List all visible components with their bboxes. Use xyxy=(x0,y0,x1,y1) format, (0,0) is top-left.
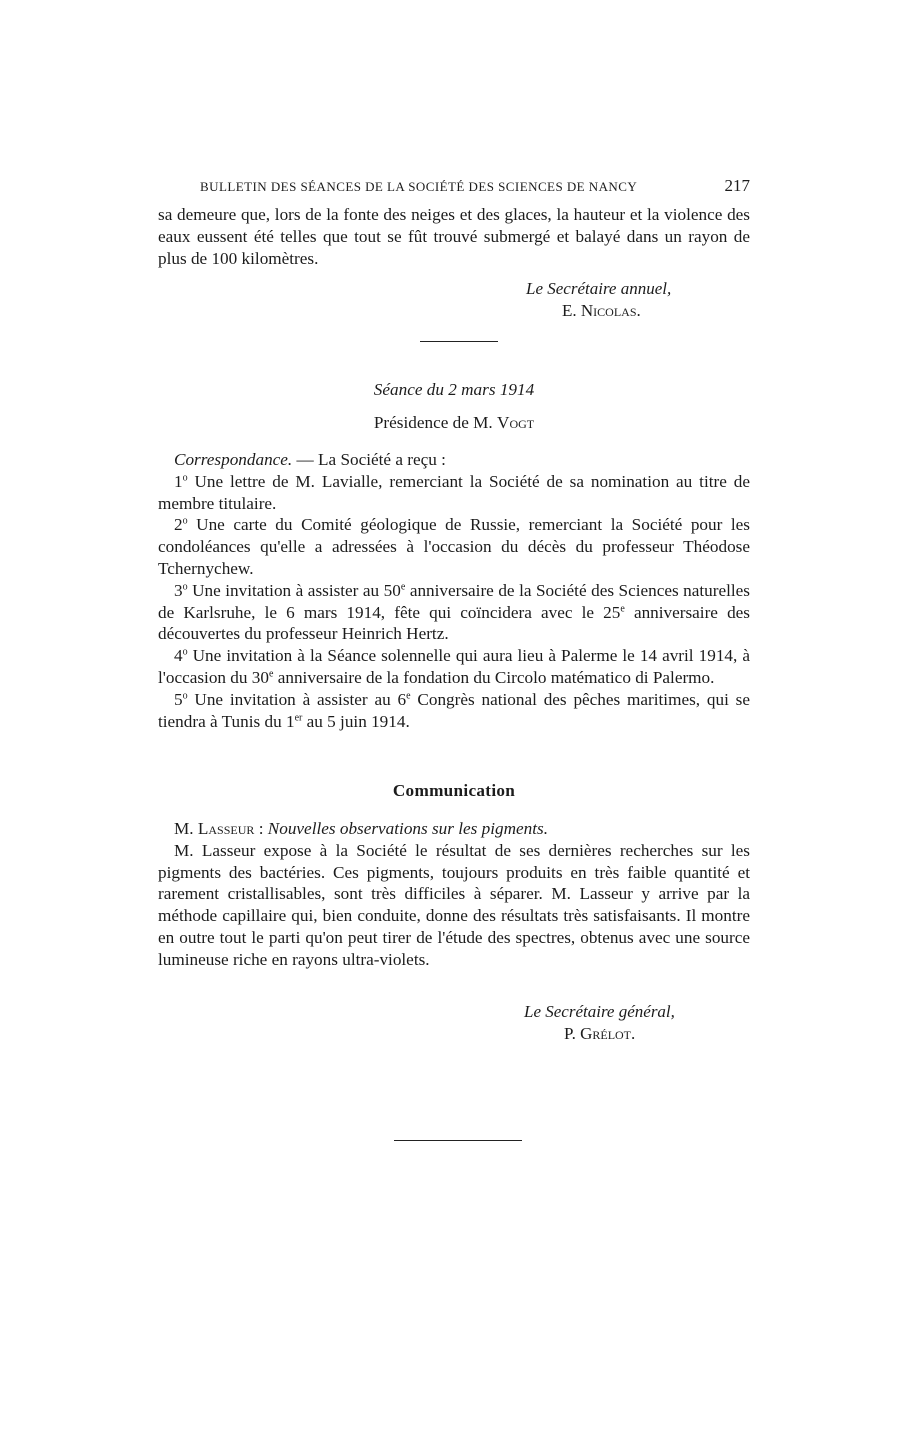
title-separator: : xyxy=(254,819,268,838)
intro-paragraph: sa demeure que, lors de la fonte des neiges et des glaces, la hauteur et la violence des eaux eussent été telles que tout se fût trouvé submergé et balayé dans un rayon de plus de 100 kilomètres. xyxy=(158,205,750,268)
item-text: Une invitation à la Séance solennelle qui aura lieu à Palerme le 14 avril 1914, à l'occasion du 30 xyxy=(158,646,750,687)
signature-role: Le Secrétaire annuel, xyxy=(526,279,672,298)
correspondance-item-1 xyxy=(158,471,750,515)
correspondance-item-4 xyxy=(158,645,750,689)
item-ordinal: e xyxy=(406,690,411,702)
item-number: 3 xyxy=(174,580,183,600)
item-text: anniversaire des découvertes du professeur Heinrich Hertz. xyxy=(158,602,750,644)
signature-name: Grélot. xyxy=(580,1024,636,1043)
item-number: 4 xyxy=(174,646,183,666)
item-ordinal: e xyxy=(620,602,625,614)
correspondance-item-2 xyxy=(158,514,750,579)
intro-block xyxy=(158,204,750,269)
correspondance-item-5 xyxy=(158,689,750,733)
item-number: 5 xyxy=(174,689,183,709)
communication-heading: Communication xyxy=(392,781,516,800)
item-number: 1 xyxy=(174,471,183,491)
signature-name-line xyxy=(564,1023,675,1045)
correspondance-intro-text: — La Société a reçu : xyxy=(292,450,446,469)
item-text: au 5 juin 1914. xyxy=(302,711,410,731)
item-text: anniversaire de la fondation du Circolo matématico di Palermo. xyxy=(273,667,715,687)
item-ordinal: o xyxy=(182,646,188,658)
item-text: Une invitation à assister au 6 xyxy=(187,689,407,709)
signature-initial: E. xyxy=(562,301,577,320)
item-text: Une carte du Comité géologique de Russie, remerciant la Société pour les condoléances qu'elle a adressées à l'occasion du décès du professeur Théodose Tchernychew. xyxy=(158,515,750,578)
item-ordinal: o xyxy=(182,515,188,527)
item-text: Une invitation à assister au 50 xyxy=(187,580,401,600)
item-ordinal: er xyxy=(294,711,303,723)
correspondance-item-3 xyxy=(158,580,750,645)
signature-name: Nicolas. xyxy=(580,301,641,320)
correspondance-intro xyxy=(158,449,750,471)
communication-title-line xyxy=(158,818,750,840)
seance-title: Séance du 2 mars 1914 xyxy=(373,380,535,399)
item-number: 2 xyxy=(174,515,183,535)
communication-section xyxy=(158,818,750,971)
communication-paragraph: M. Lasseur expose à la Société le résultat de ses dernières recherches sur les pigments des bactéries. Ces pigments, toujours produits en très faible quantité et rarement cristallisables, sont très difficiles à séparer. M. Lasseur y arrive par la méthode capillaire qui, bien conduite, donne des résultats très satisfaisants. Il montre en outre tout le parti qu'on peut tirer de l'étude des spectres, obtenus avec une source lumineuse riche en rayons ultra-violets. xyxy=(158,840,750,969)
item-text: Congrès national des pêches maritimes, qui se tiendra à Tunis du 1 xyxy=(158,689,751,731)
signature-general-secretary xyxy=(524,1001,675,1045)
presidence-prefix: Présidence de M. xyxy=(373,413,493,432)
correspondance-section xyxy=(158,449,750,732)
signature-initial: P. xyxy=(564,1024,576,1043)
item-text: Une lettre de M. Lavialle, remerciant la Société de sa nomination au titre de membre titulaire. xyxy=(158,471,750,513)
item-text: anniversaire de la Société des Sciences naturelles de Karlsruhe, le 6 mars 1914, fête qui coïncidera avec le 25 xyxy=(158,580,750,622)
item-ordinal: e xyxy=(268,668,274,680)
author-name: Lasseur xyxy=(197,819,255,838)
author-prefix: M. xyxy=(174,819,194,838)
running-header xyxy=(158,176,750,196)
end-divider xyxy=(394,1140,522,1141)
item-ordinal: o xyxy=(182,472,188,484)
running-title: BULLETIN DES SÉANCES DE LA SOCIÉTÉ DES SCIENCES DE NANCY xyxy=(200,179,638,194)
item-ordinal: o xyxy=(182,581,188,593)
signature-role: Le Secrétaire général, xyxy=(524,1002,675,1021)
signature-annual-secretary xyxy=(526,278,671,322)
signature-name-line xyxy=(562,300,671,322)
section-divider xyxy=(420,341,498,342)
page-number: 217 xyxy=(724,176,750,195)
item-ordinal: e xyxy=(400,581,406,593)
correspondance-label: Correspondance. xyxy=(174,450,293,469)
item-ordinal: o xyxy=(182,690,188,702)
presidence-name: Vogt xyxy=(497,413,535,432)
presidence-line xyxy=(158,413,750,433)
communication-title: Nouvelles observations sur les pigments. xyxy=(267,819,549,838)
